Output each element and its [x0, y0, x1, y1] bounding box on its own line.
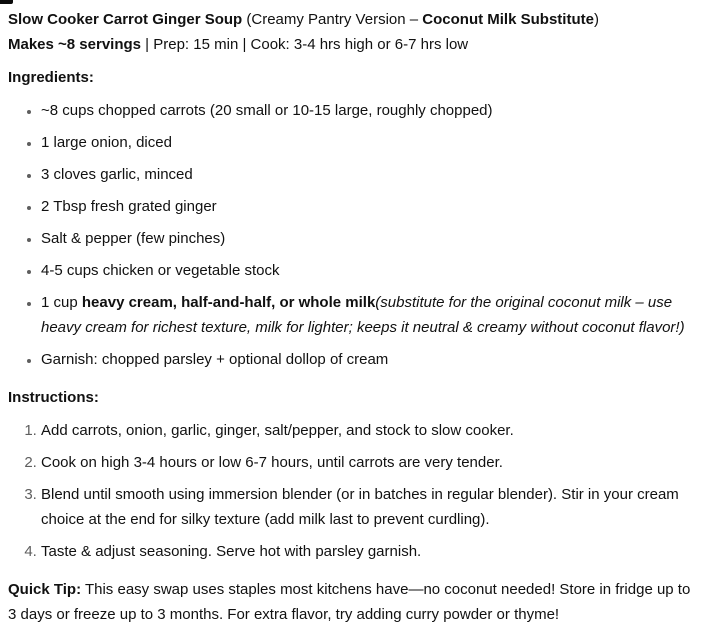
- ingredient-text: Salt & pepper (few pinches): [41, 230, 226, 247]
- ingredient-text: 1 large onion, diced: [41, 134, 172, 151]
- instruction-step: [41, 539, 696, 564]
- instruction-text: Blend until smooth using immersion blender (or in batches in regular blender). Stir in your cream choice at the end for silky texture (add milk last to prevent curdling).: [41, 486, 679, 528]
- ingredient-item: [41, 130, 696, 155]
- recipe-title-close-paren: ): [593, 11, 599, 28]
- ingredient-substitution-note: (substitute for the original coconut milk – use heavy cream for richest texture, milk for lighter; keeps it neutral & creamy without coconut flavor!): [41, 294, 685, 336]
- instructions-list: [8, 418, 696, 564]
- instruction-step: [41, 482, 696, 532]
- recipe-title-subtitle: (Creamy Pantry Version –: [242, 11, 423, 28]
- recipe-title: Slow Cooker Carrot Ginger Soup: [8, 11, 243, 28]
- ingredient-item: [41, 258, 696, 283]
- quick-tip-label: Quick Tip:: [8, 581, 82, 598]
- top-left-artifact: [0, 0, 13, 4]
- ingredients-list: [8, 98, 696, 372]
- instruction-step: [41, 418, 696, 443]
- ingredient-item: [41, 98, 696, 123]
- ingredients-heading: Ingredients:: [8, 69, 94, 86]
- recipe-title-substitute: Coconut Milk Substitute: [422, 11, 594, 28]
- ingredient-item: [41, 194, 696, 219]
- instructions-heading: Instructions:: [8, 389, 99, 406]
- servings-label: Makes ~8 servings: [8, 36, 142, 53]
- ingredient-item-cream: [41, 290, 696, 340]
- instruction-text: Add carrots, onion, garlic, ginger, salt/pepper, and stock to slow cooker.: [41, 422, 514, 439]
- prep-cook-times: | Prep: 15 min | Cook: 3-4 hrs high or 6-7 hrs low: [141, 36, 469, 53]
- instruction-text: Cook on high 3-4 hours or low 6-7 hours, until carrots are very tender.: [41, 454, 503, 471]
- instruction-text: Taste & adjust seasoning. Serve hot with parsley garnish.: [41, 543, 422, 560]
- ingredient-item: [41, 226, 696, 251]
- quick-tip-text: This easy swap uses staples most kitchens have—no coconut needed! Store in fridge up to 3 days or freeze up to 3 months. For extra flavor, try adding curry powder or thyme!: [8, 581, 691, 623]
- recipe-header: [8, 7, 696, 57]
- ingredient-text: 2 Tbsp fresh grated ginger: [41, 198, 217, 215]
- ingredient-item: [41, 162, 696, 187]
- ingredient-text: 4-5 cups chicken or vegetable stock: [41, 262, 280, 279]
- ingredient-text: 1 cup: [41, 294, 82, 311]
- ingredient-text: ~8 cups chopped carrots (20 small or 10-15 large, roughly chopped): [41, 102, 493, 119]
- ingredient-text: 3 cloves garlic, minced: [41, 166, 193, 183]
- quick-tip: [8, 577, 696, 627]
- ingredient-item: [41, 347, 696, 372]
- ingredient-bold-text: heavy cream, half-and-half, or whole milk: [81, 294, 376, 311]
- instruction-step: [41, 450, 696, 475]
- ingredient-text: Garnish: chopped parsley + optional dollop of cream: [41, 351, 389, 368]
